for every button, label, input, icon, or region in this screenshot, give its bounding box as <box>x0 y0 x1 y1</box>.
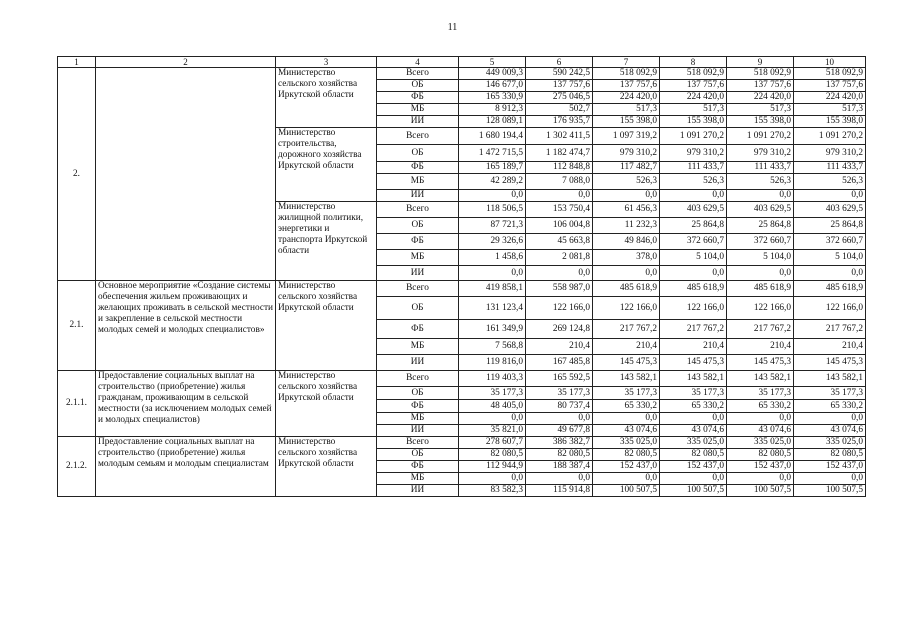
amount-cell: 485 618,9 <box>593 281 660 297</box>
header-cell: 6 <box>526 57 593 68</box>
amount-cell: 0,0 <box>459 413 526 425</box>
executor-cell: Министерство сельского хозяйства Иркутской области <box>276 68 377 128</box>
amount-cell: 372 660,7 <box>794 234 866 250</box>
amount-cell: 112 944,9 <box>459 461 526 473</box>
amount-cell: 65 330,2 <box>660 400 727 413</box>
amount-cell: 5 104,0 <box>794 250 866 266</box>
amount-cell: 122 166,0 <box>727 297 794 320</box>
amount-cell: 155 398,0 <box>727 116 794 128</box>
header-cell: 3 <box>276 57 377 68</box>
amount-cell: 82 080,5 <box>727 449 794 461</box>
amount-cell: 0,0 <box>526 190 593 202</box>
amount-cell: 224 420,0 <box>660 92 727 104</box>
funding-source: Всего <box>377 437 459 449</box>
amount-cell: 526,3 <box>794 174 866 190</box>
amount-cell: 165 330,9 <box>459 92 526 104</box>
amount-cell: 106 004,8 <box>526 218 593 234</box>
amount-cell: 979 310,2 <box>593 145 660 162</box>
amount-cell: 153 750,4 <box>526 202 593 218</box>
amount-cell: 5 104,0 <box>727 250 794 266</box>
amount-cell: 0,0 <box>660 473 727 485</box>
header-cell: 8 <box>660 57 727 68</box>
amount-cell: 165 189,7 <box>459 162 526 174</box>
funding-source: ИИ <box>377 190 459 202</box>
amount-cell: 152 437,0 <box>593 461 660 473</box>
amount-cell: 188 387,4 <box>526 461 593 473</box>
amount-cell: 0,0 <box>727 413 794 425</box>
amount-cell: 43 074,6 <box>660 425 727 437</box>
amount-cell: 0,0 <box>660 190 727 202</box>
amount-cell: 1 302 411,5 <box>526 128 593 145</box>
amount-cell: 210,4 <box>794 339 866 355</box>
amount-cell: 7 088,0 <box>526 174 593 190</box>
amount-cell: 558 987,0 <box>526 281 593 297</box>
amount-cell: 100 507,5 <box>727 485 794 497</box>
amount-cell: 100 507,5 <box>794 485 866 497</box>
funding-source: МБ <box>377 413 459 425</box>
amount-cell: 35 177,3 <box>459 387 526 400</box>
funding-source: МБ <box>377 174 459 190</box>
amount-cell: 419 858,1 <box>459 281 526 297</box>
amount-cell: 1 472 715,5 <box>459 145 526 162</box>
executor-cell: Министерство строительства, дорожного хозяйства Иркутской области <box>276 128 377 202</box>
amount-cell: 210,4 <box>526 339 593 355</box>
header-cell: 7 <box>593 57 660 68</box>
amount-cell: 979 310,2 <box>660 145 727 162</box>
amount-cell: 485 618,9 <box>660 281 727 297</box>
item-name: Предоставление социальных выплат на строительство (приобретение) жилья молодым семьям и молодым специалистам <box>96 437 276 497</box>
amount-cell: 82 080,5 <box>593 449 660 461</box>
header-cell: 1 <box>58 57 96 68</box>
amount-cell: 502,7 <box>526 104 593 116</box>
amount-cell: 145 475,3 <box>593 355 660 371</box>
amount-cell: 335 025,0 <box>593 437 660 449</box>
funding-source: ОБ <box>377 80 459 92</box>
table-row <box>58 68 866 80</box>
header-cell: 2 <box>96 57 276 68</box>
item-code: 2.1. <box>58 281 96 371</box>
amount-cell: 155 398,0 <box>794 116 866 128</box>
amount-cell: 449 009,3 <box>459 68 526 80</box>
funding-source: ИИ <box>377 266 459 281</box>
amount-cell: 122 166,0 <box>593 297 660 320</box>
amount-cell: 143 582,1 <box>794 371 866 387</box>
amount-cell: 143 582,1 <box>660 371 727 387</box>
amount-cell: 217 767,2 <box>727 320 794 339</box>
amount-cell: 111 433,7 <box>727 162 794 174</box>
amount-cell: 128 089,1 <box>459 116 526 128</box>
amount-cell: 518 092,9 <box>593 68 660 80</box>
amount-cell: 29 326,6 <box>459 234 526 250</box>
amount-cell: 335 025,0 <box>660 437 727 449</box>
amount-cell: 25 864,8 <box>727 218 794 234</box>
amount-cell: 979 310,2 <box>794 145 866 162</box>
amount-cell: 145 475,3 <box>660 355 727 371</box>
amount-cell: 100 507,5 <box>660 485 727 497</box>
funding-source: ОБ <box>377 387 459 400</box>
amount-cell: 590 242,5 <box>526 68 593 80</box>
amount-cell: 131 123,4 <box>459 297 526 320</box>
funding-source: Всего <box>377 202 459 218</box>
amount-cell: 11 232,3 <box>593 218 660 234</box>
header-cell: 10 <box>794 57 866 68</box>
amount-cell: 335 025,0 <box>794 437 866 449</box>
executor-cell: Министерство сельского хозяйства Иркутской области <box>276 281 377 371</box>
amount-cell: 145 475,3 <box>727 355 794 371</box>
amount-cell: 161 349,9 <box>459 320 526 339</box>
item-name: Предоставление социальных выплат на строительство (приобретение) жилья гражданам, проживающим в сельской местности (за исключением молодых семей и молодых специалистов) <box>96 371 276 437</box>
funding-source: Всего <box>377 371 459 387</box>
table-row <box>58 281 866 297</box>
amount-cell: 65 330,2 <box>794 400 866 413</box>
amount-cell: 25 864,8 <box>794 218 866 234</box>
amount-cell: 42 289,2 <box>459 174 526 190</box>
header-row <box>58 57 866 68</box>
amount-cell: 210,4 <box>727 339 794 355</box>
amount-cell: 0,0 <box>727 190 794 202</box>
amount-cell: 137 757,6 <box>526 80 593 92</box>
amount-cell: 117 482,7 <box>593 162 660 174</box>
amount-cell: 335 025,0 <box>727 437 794 449</box>
table-row <box>58 371 866 387</box>
amount-cell: 49 677,8 <box>526 425 593 437</box>
amount-cell: 485 618,9 <box>727 281 794 297</box>
funding-source: Всего <box>377 281 459 297</box>
budget-table <box>57 56 866 497</box>
amount-cell: 0,0 <box>593 266 660 281</box>
table-row <box>58 437 866 449</box>
funding-source: ИИ <box>377 425 459 437</box>
amount-cell: 8 912,3 <box>459 104 526 116</box>
amount-cell: 0,0 <box>459 266 526 281</box>
funding-source: МБ <box>377 250 459 266</box>
header-cell: 9 <box>727 57 794 68</box>
amount-cell: 378,0 <box>593 250 660 266</box>
amount-cell: 1 182 474,7 <box>526 145 593 162</box>
amount-cell: 143 582,1 <box>593 371 660 387</box>
amount-cell: 82 080,5 <box>794 449 866 461</box>
header-cell: 5 <box>459 57 526 68</box>
amount-cell: 0,0 <box>794 413 866 425</box>
amount-cell: 275 046,5 <box>526 92 593 104</box>
amount-cell: 122 166,0 <box>526 297 593 320</box>
executor-cell: Министерство жилищной политики, энергетики и транспорта Иркутской области <box>276 202 377 281</box>
amount-cell: 518 092,9 <box>794 68 866 80</box>
amount-cell: 278 607,7 <box>459 437 526 449</box>
funding-source: МБ <box>377 473 459 485</box>
amount-cell: 83 582,3 <box>459 485 526 497</box>
amount-cell: 100 507,5 <box>593 485 660 497</box>
amount-cell: 49 846,0 <box>593 234 660 250</box>
amount-cell: 176 935,7 <box>526 116 593 128</box>
amount-cell: 979 310,2 <box>727 145 794 162</box>
amount-cell: 87 721,3 <box>459 218 526 234</box>
amount-cell: 111 433,7 <box>794 162 866 174</box>
amount-cell: 1 097 319,2 <box>593 128 660 145</box>
funding-source: ФБ <box>377 92 459 104</box>
funding-source: МБ <box>377 339 459 355</box>
executor-cell: Министерство сельского хозяйства Иркутской области <box>276 437 377 497</box>
amount-cell: 61 456,3 <box>593 202 660 218</box>
amount-cell: 48 405,0 <box>459 400 526 413</box>
amount-cell: 119 403,3 <box>459 371 526 387</box>
amount-cell: 115 914,8 <box>526 485 593 497</box>
amount-cell: 43 074,6 <box>794 425 866 437</box>
amount-cell: 526,3 <box>593 174 660 190</box>
amount-cell: 517,3 <box>794 104 866 116</box>
amount-cell: 217 767,2 <box>660 320 727 339</box>
amount-cell: 0,0 <box>593 413 660 425</box>
funding-source: ОБ <box>377 297 459 320</box>
executor-cell: Министерство сельского хозяйства Иркутской области <box>276 371 377 437</box>
amount-cell: 82 080,5 <box>459 449 526 461</box>
amount-cell: 0,0 <box>593 473 660 485</box>
funding-source: ОБ <box>377 218 459 234</box>
amount-cell: 43 074,6 <box>727 425 794 437</box>
funding-source: ФБ <box>377 162 459 174</box>
amount-cell: 35 177,3 <box>660 387 727 400</box>
amount-cell: 137 757,6 <box>727 80 794 92</box>
amount-cell: 210,4 <box>660 339 727 355</box>
amount-cell: 152 437,0 <box>727 461 794 473</box>
amount-cell: 517,3 <box>593 104 660 116</box>
table-body <box>58 57 866 497</box>
amount-cell: 112 848,8 <box>526 162 593 174</box>
amount-cell: 0,0 <box>660 266 727 281</box>
amount-cell: 0,0 <box>794 266 866 281</box>
amount-cell: 0,0 <box>794 473 866 485</box>
amount-cell: 35 177,3 <box>794 387 866 400</box>
amount-cell: 65 330,2 <box>593 400 660 413</box>
item-code: 2.1.1. <box>58 371 96 437</box>
amount-cell: 82 080,5 <box>660 449 727 461</box>
funding-source: ИИ <box>377 355 459 371</box>
amount-cell: 0,0 <box>794 190 866 202</box>
amount-cell: 485 618,9 <box>794 281 866 297</box>
amount-cell: 152 437,0 <box>794 461 866 473</box>
amount-cell: 155 398,0 <box>660 116 727 128</box>
funding-source: ОБ <box>377 449 459 461</box>
page-number: 11 <box>447 22 458 33</box>
funding-source: ОБ <box>377 145 459 162</box>
amount-cell: 137 757,6 <box>660 80 727 92</box>
item-code: 2.1.2. <box>58 437 96 497</box>
amount-cell: 122 166,0 <box>660 297 727 320</box>
amount-cell: 1 091 270,2 <box>727 128 794 145</box>
amount-cell: 137 757,6 <box>794 80 866 92</box>
amount-cell: 2 081,8 <box>526 250 593 266</box>
funding-source: ФБ <box>377 461 459 473</box>
amount-cell: 386 382,7 <box>526 437 593 449</box>
amount-cell: 43 074,6 <box>593 425 660 437</box>
amount-cell: 0,0 <box>459 190 526 202</box>
amount-cell: 35 821,0 <box>459 425 526 437</box>
amount-cell: 35 177,3 <box>727 387 794 400</box>
amount-cell: 0,0 <box>526 266 593 281</box>
amount-cell: 1 680 194,4 <box>459 128 526 145</box>
amount-cell: 210,4 <box>593 339 660 355</box>
amount-cell: 0,0 <box>727 266 794 281</box>
amount-cell: 1 458,6 <box>459 250 526 266</box>
amount-cell: 403 629,5 <box>660 202 727 218</box>
amount-cell: 119 816,0 <box>459 355 526 371</box>
amount-cell: 122 166,0 <box>794 297 866 320</box>
funding-source: ИИ <box>377 485 459 497</box>
amount-cell: 25 864,8 <box>660 218 727 234</box>
amount-cell: 403 629,5 <box>794 202 866 218</box>
funding-source: Всего <box>377 128 459 145</box>
funding-source: МБ <box>377 104 459 116</box>
amount-cell: 35 177,3 <box>526 387 593 400</box>
funding-source: ИИ <box>377 116 459 128</box>
amount-cell: 35 177,3 <box>593 387 660 400</box>
amount-cell: 217 767,2 <box>794 320 866 339</box>
amount-cell: 145 475,3 <box>794 355 866 371</box>
header-cell: 4 <box>377 57 459 68</box>
amount-cell: 0,0 <box>593 190 660 202</box>
amount-cell: 167 485,8 <box>526 355 593 371</box>
amount-cell: 526,3 <box>660 174 727 190</box>
amount-cell: 143 582,1 <box>727 371 794 387</box>
amount-cell: 45 663,8 <box>526 234 593 250</box>
amount-cell: 5 104,0 <box>660 250 727 266</box>
amount-cell: 82 080,5 <box>526 449 593 461</box>
amount-cell: 224 420,0 <box>727 92 794 104</box>
amount-cell: 518 092,9 <box>727 68 794 80</box>
amount-cell: 403 629,5 <box>727 202 794 218</box>
amount-cell: 137 757,6 <box>593 80 660 92</box>
amount-cell: 146 677,0 <box>459 80 526 92</box>
funding-source: ФБ <box>377 234 459 250</box>
amount-cell: 1 091 270,2 <box>794 128 866 145</box>
amount-cell: 65 330,2 <box>727 400 794 413</box>
item-name <box>96 68 276 281</box>
amount-cell: 372 660,7 <box>727 234 794 250</box>
amount-cell: 7 568,8 <box>459 339 526 355</box>
amount-cell: 0,0 <box>526 413 593 425</box>
amount-cell: 0,0 <box>526 473 593 485</box>
amount-cell: 224 420,0 <box>794 92 866 104</box>
amount-cell: 155 398,0 <box>593 116 660 128</box>
amount-cell: 217 767,2 <box>593 320 660 339</box>
amount-cell: 0,0 <box>459 473 526 485</box>
funding-source: Всего <box>377 68 459 80</box>
amount-cell: 526,3 <box>727 174 794 190</box>
funding-source: ФБ <box>377 400 459 413</box>
amount-cell: 0,0 <box>727 473 794 485</box>
item-name: Основное мероприятие «Создание системы обеспечения жильем проживающих и желающих проживать в сельской местности и закрепление в сельской местности молодых семей и молодых специалистов» <box>96 281 276 371</box>
amount-cell: 165 592,5 <box>526 371 593 387</box>
amount-cell: 517,3 <box>727 104 794 116</box>
amount-cell: 517,3 <box>660 104 727 116</box>
funding-source: ФБ <box>377 320 459 339</box>
amount-cell: 224 420,0 <box>593 92 660 104</box>
amount-cell: 372 660,7 <box>660 234 727 250</box>
amount-cell: 118 506,5 <box>459 202 526 218</box>
amount-cell: 1 091 270,2 <box>660 128 727 145</box>
amount-cell: 111 433,7 <box>660 162 727 174</box>
item-code: 2. <box>58 68 96 281</box>
amount-cell: 152 437,0 <box>660 461 727 473</box>
amount-cell: 0,0 <box>660 413 727 425</box>
amount-cell: 269 124,8 <box>526 320 593 339</box>
amount-cell: 518 092,9 <box>660 68 727 80</box>
amount-cell: 80 737,4 <box>526 400 593 413</box>
